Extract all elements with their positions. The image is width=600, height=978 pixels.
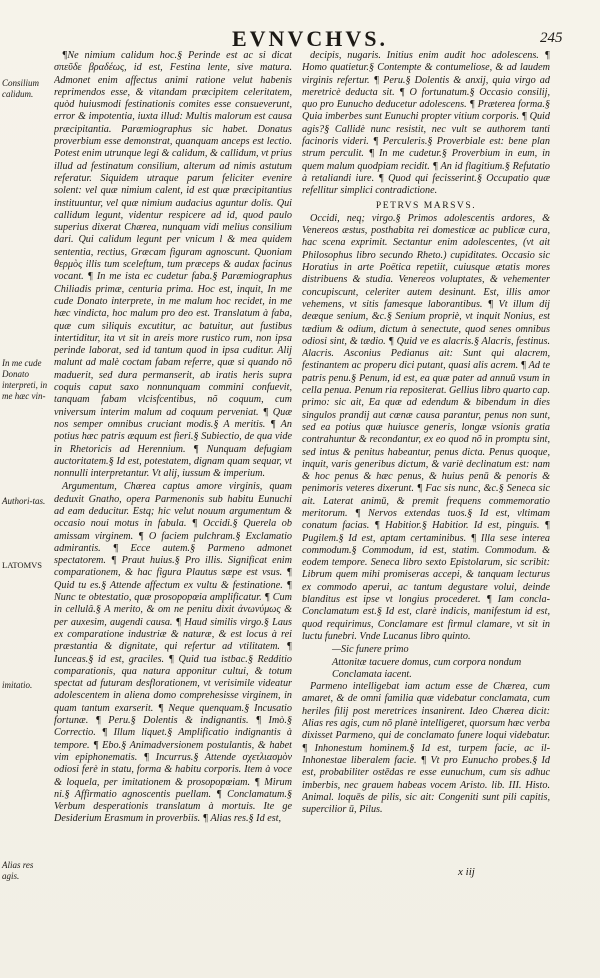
commentary-paragraph: Parmeno intelligebat iam actum esse de Chærea, cum amaret, & de omni familia quæ videbatur conclamata, cum heriles filij post meretrices insanirent. Ideo Chærea dicit: Alias res agis, cum nõ planè intelligeret, quorsum hæc verba dixisset Parmeno, qui de conclamato funere loqui videbatur. ¶ Inhonestum hominem.§ Id est, turpem facie, ac il- Inhonestae liberalem facie. ¶ Vt pro Eunucho probes.§ Id est, probabiliter ostēdas re esse eunuchum, cum sis adhuc imberbis, nec grauem habeas vocem Aristo. lib. III. Histo. Animal. loquēs de pilis, sic ait: Congeniti sunt pili capitis, supercilior ū, Pilus.	[302, 681, 550, 816]
margin-note: LATOMVS	[2, 560, 42, 570]
commentary-paragraph: ¶Ne nimium calidum hoc.§ Perinde est ac si dicat σπεῦδε βραδέως, id est, Festina lente, sive matura. Admonet enim affectus animi ratione velut habenis reprimendos esse, & vitandam præcipitem celeritatem, quòd huiusmodi festinationis comites esse consueverunt, error & impotentia, iuxta illud: Multis malorum est causa præcipitantia. Paræmiographus sic habet. Donatus proverbium esse demonstrat, quanquam anceps est lectio. Potest enim utrunque legi & calidum, & callidum, vt prius illud ad festinatum consilium, alterum ad nimis astutum referatur. Siquidem utraque parum feliciter evenire solent: vel quæ nimium calent, id est quæ præcipitantius instituuntur, vel quæ nimium audacius aguntur dolis. Qui callidum legunt, videntur respicere ad id, quod paulo superius dixerat Chærea, nunquam vidi melius consilium dari. Qui calidum legunt per vnicum l & mea quidem sententia, rectius, Græcam figuram agnoscunt. Quoniam θερμὸς illis tum sceleftum, tum præceps & audax facinus vocant. ¶ In me ista ec cudetur faba.§ Paræmiographus Chiliadis primæ, centuria prima. Hoc est, inquit, In me cude Donato interprete, in me malum hoc recidet, in me hæc vindicta, hoc malum pro deo est. Translatum à faba, quæ cum siliquis excutitur, ac batuitur, aut fustibus intertiditur, ita vt sit in areis more rustico rum, non ipsa perinde laborat, sed id tantum quod in ipsa cuditur. Alij malunt ad malè coctam fabam referre, quæ si quando nõ maduerit, sed dura permanserit, ab iratis heris supra coquis caput saxo nonnunquam commini confuevit, tanquam fabam vlcisfcentibus, nõ coquum, cum vniversum interim malum ad coquum perveniat. ¶ Quæ nos semper omnibus cruciant modis.§ A meritis. ¶ An potius hæc patris æquum est fieri.§ Subiectio, de qua vide in Rhetoricis ad Herennium. ¶ Nunquam defugiam auctoritatem.§ Id est, potestatem, dignam quam sequar, vt nonnulli interpretantur. Vt alij, iussum & imperium.	[54, 50, 292, 480]
margin-note: In me cude Donato interpreti, in me hæc vin-	[2, 358, 48, 401]
signature-mark: x iij	[458, 866, 475, 878]
verse-line: —Sic funere primo	[332, 644, 409, 656]
page-number: 245	[540, 30, 563, 46]
commentary-paragraph: Argumentum, Chærea captus amore virginis, quam deduxit Gnatho, opera Parmenonis sub habitu Eunuchi ad eam deducitur. Estq; hic velut nouum argumentum & occasio noui motus in fabula. ¶ Occidi.§ Querela ob amissam virginem. ¶ O faciem pulchram.§ Exclamatio admirantis. ¶ Ecce autem.§ Parmeno admonet spectatorem. ¶ Praut huius.§ Pro illis. Significat enim comparationem, & hac figura Plautus sæpe est vsus. ¶ Quid tu es.§ Attende affectum ex vultu & festinatione. ¶ Nunc te obtestatio, quæ prosopopœia amplificatur. ¶ Cum in cellulâ.§ A merito, & om ne penitu dixit ἀνωνύμως & per auxesim, augendi causa. ¶ Haud similis virgo.§ Laus ex comparatione industriæ & naturæ, & est locus à rei præstantia & dignitate, qui refertur ad vtilitatem. ¶ Iunceas.§ id est, graciles. ¶ Quid tua istbac.§ Redditio comparationis, qua natura apponitur cultui, & totum spectat ad futuram desflorationem, vt verisimile videatur adolescentem in aliena domo comprehesisse virginem, in quam tantum exarserit. ¶ Neque quenquam.§ Incusatio fortunæ. ¶ Peru.§ Dolentis & indignantis. ¶ Imò.§ Correctio. ¶ Illum liquet.§ Amplificatio indignantis à tempore. ¶ Ebo.§ Animadversionem postulantis, & habet vim epiphonematis. ¶ Incurrus.§ Attende σχετλιασμὸν odiosi ferè in statu, forma & habitu corporis. Item à voce & loquela, per imitationem & prosopopœiam. ¶ Mirum ni.§ Affirmatio agnoscentis puellam. ¶ Conclamatum.§ Verbum desperationis translatum à mortuis. Ite ge Desiderium Erasmum in proverbiis. ¶ Alias res.§ Id est,	[54, 481, 292, 825]
right-column	[302, 50, 550, 955]
margin-note: Authori-tas.	[2, 496, 46, 506]
margin-note: Alias res agis.	[2, 860, 34, 881]
margin-note: Consilium calidum.	[2, 78, 40, 99]
verse-line: Conclamata iacent.	[332, 668, 412, 680]
commentary-paragraph: decipis, nugaris. Initius enim audit hoc adolescens. ¶ Homo quatietur.§ Contempte & contumeliose, & ad laudem virginis refertur. ¶ Peru.§ Dolentis & anxij, quia virgo ad meretricè deducta sit. ¶ O fortunatum.§ Occasio consilij, quo pro Eunucho deducetur adolescens. ¶ Præterea forma.§ Quia imberbes sunt Eunuchi propter vitium corporis. ¶ Quid agis?§ Callidè nunc resistit, nec vult se authorem tanti facinoris videri. ¶ Perculeris.§ Proverbiale est: bene plan strum perculit. ¶ In me cudetur.§ Proverbium in eum, in quem malum quodpiam recidit. ¶ An id flagitium.§ Refutatio à retaliandi iure. ¶ Quod qui fecisserint.§ Occupatio quæ refellitur simplici contradictione.	[302, 50, 550, 197]
running-title: EVNVCHVS.	[232, 26, 388, 51]
verse-line: Attonitæ tacuere domus, cum corpora nondum	[332, 656, 522, 668]
commentary-paragraph: Occidi, neq; virgo.§ Primos adolescentis ardores, & Venereos æstus, posthabita rei domesticæ ac publicæ cura, hac scena exprimit. Sectantur enim adolescentes, (vt ait Philosophus libro secundo Rheto.) cupiditates. Occasio sic Horatius in arte Poëtica repetiit, cuiusque ætatis mores distribuens & studia. Venereos voluptates, & vehementer concupiscunt, celeriter autem desinunt. Est, illis amor vehemens, vt sitis famesque laborantibus. ¶ Vt illum dij deæque senium, &c.§ Senium propriè, vt inquit Nonius, est tædium & odium, dictum à senectute, quod senes omnibus odiosi sint, & tædio. ¶ Quid ve es alacris.§ Alacris, festinus. Alacris. Asconius Pedianus ait: Sunt qui alacrem, festinantem ac properu dici putant, quasi alis acrem. ¶ Ad te patris penu.§ Penum, id est, ea quæ pater ad annuū vsum in cella penua. Penum ria repositerat. Gellius libro quarto cap. primo: sic ait, Ea quæ ad edendum & bibendum in dies singulos prandij aut cœnæ causa parantur, penus non sunt, sed ea potius quæ huiusce generis, longæ vsionis gratia contrahuntur & recondantur, ex eo quod nõ in promptu sint, sed intus & penitus habeantur, penus dicta. Penus quoque, inquit, varis generibus dictum, & variè declinatum est: nam & hoc penus & hæc penus, & huius penū & penoris & penimoris veteres dixerunt. ¶ Fac sis nunc, &c.§ Seneca sic ait. Laterat animū, & premit frequens commemoratio meritorum. ¶ Nervos extendas tuos.§ Id est, vltimam conatum facias. ¶ Habitior.§ Habitior. Id est, pinguis. ¶ Pugilem.§ Id est, aptam certaminibus. ¶ Illa sese interea commodum.§ Commodum, id est, statim. Commodum. & eodem tempore. Seneca libro sexto Epistolarum, sic scribit: Librum quem mihi promiseras accepi, & tanquam lecturus ex commodo aperui, ac tantum degustare volui, deinde blanditus est ipse vt longius procederet. ¶ Iam concla- Conclamatum est.§ Id est, clarè indicis, manifestum id est, quod requirimus, Conclamare est firmul clamare, vt sit in luctu funebri. Vnde Lucanus libro quinto.	[302, 212, 550, 642]
commentator-name: PETRVS MARSVS.	[375, 199, 477, 211]
margin-note: imitatio.	[2, 680, 33, 690]
left-column	[54, 50, 292, 955]
